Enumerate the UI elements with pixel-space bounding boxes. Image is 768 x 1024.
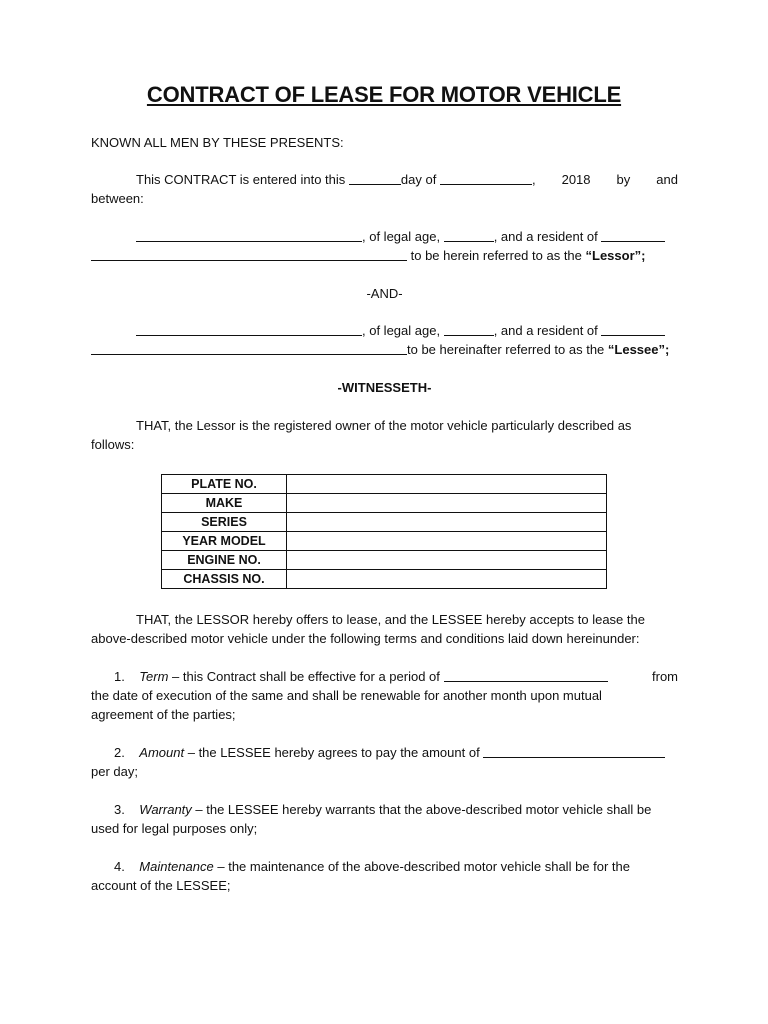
term-3-line-2: used for legal purposes only; bbox=[91, 821, 258, 836]
table-value[interactable] bbox=[287, 475, 607, 494]
lessee-resident: , and a resident of bbox=[493, 323, 598, 338]
table-row bbox=[162, 475, 607, 494]
lessor-name-blank[interactable] bbox=[136, 227, 362, 242]
term-heading: Amount bbox=[139, 745, 185, 760]
page-title: CONTRACT OF LEASE FOR MOTOR VEHICLE bbox=[146, 82, 622, 107]
lessee-role: “Lessee”; bbox=[607, 342, 670, 357]
term-4-line-1 bbox=[114, 857, 678, 876]
table-row bbox=[162, 532, 607, 551]
term-number: 2. bbox=[114, 745, 125, 760]
table-value[interactable] bbox=[287, 494, 607, 513]
term-2-line-1 bbox=[114, 743, 678, 762]
contract-by: by bbox=[616, 172, 631, 187]
term-text-end: from bbox=[652, 669, 678, 684]
lessor-residence-blank[interactable] bbox=[601, 227, 665, 242]
term-period-blank[interactable] bbox=[444, 667, 608, 682]
table-label: MAKE bbox=[162, 494, 287, 513]
witnesseth-heading: -WITNESSETH- bbox=[337, 380, 432, 395]
term-number: 3. bbox=[114, 802, 125, 817]
lessee-residence-blank[interactable] bbox=[601, 321, 665, 336]
intro-text: KNOWN ALL MEN BY THESE PRESENTS: bbox=[91, 135, 344, 150]
lessee-line-2 bbox=[91, 340, 678, 359]
amount-blank[interactable] bbox=[483, 743, 665, 758]
table-value[interactable] bbox=[287, 532, 607, 551]
term-2-line-2: per day; bbox=[91, 764, 138, 779]
month-blank[interactable] bbox=[440, 170, 532, 185]
table-row bbox=[162, 570, 607, 589]
lessee-address-blank[interactable] bbox=[91, 340, 407, 355]
contract-text-2: day of bbox=[400, 172, 437, 187]
lessee-referred: to be hereinafter referred to as the bbox=[407, 342, 608, 357]
table-row bbox=[162, 494, 607, 513]
term-1-line-2: the date of execution of the same and shall be renewable for another month upon mutual bbox=[91, 688, 602, 703]
lessee-name-blank[interactable] bbox=[136, 321, 362, 336]
table-label: SERIES bbox=[162, 513, 287, 532]
lessor-role: “Lessor”; bbox=[585, 248, 646, 263]
lessor-resident: , and a resident of bbox=[493, 229, 598, 244]
vehicle-intro-line-1: THAT, the Lessor is the registered owner of the motor vehicle particularly described as bbox=[136, 418, 632, 433]
term-1-line-3: agreement of the parties; bbox=[91, 707, 236, 722]
contract-and: and bbox=[656, 172, 678, 187]
term-number: 1. bbox=[114, 669, 125, 684]
lessor-age-blank[interactable] bbox=[444, 227, 494, 242]
table-value[interactable] bbox=[287, 513, 607, 532]
term-text: – the maintenance of the above-described motor vehicle shall be for the bbox=[213, 859, 630, 874]
table-label: PLATE NO. bbox=[162, 475, 287, 494]
term-4-line-2: account of the LESSEE; bbox=[91, 878, 231, 893]
lessor-referred: to be herein referred to as the bbox=[407, 248, 586, 263]
table-row bbox=[162, 513, 607, 532]
lessor-line-2 bbox=[91, 246, 678, 265]
vehicle-details-table bbox=[161, 474, 607, 589]
table-value[interactable] bbox=[287, 551, 607, 570]
contract-line bbox=[136, 170, 678, 189]
contract-text-1: This CONTRACT is entered into this bbox=[136, 172, 346, 187]
vehicle-intro-line-2: follows: bbox=[91, 437, 135, 452]
lessee-legal-age: , of legal age, bbox=[362, 323, 441, 338]
term-1-line-1 bbox=[114, 667, 678, 686]
lessee-line-1 bbox=[136, 321, 678, 340]
and-separator: -AND- bbox=[366, 286, 403, 301]
lessor-line-1 bbox=[136, 227, 678, 246]
contract-between: between: bbox=[91, 191, 144, 206]
contract-text-3: , bbox=[531, 172, 536, 187]
term-text: – this Contract shall be effective for a period of bbox=[168, 669, 440, 684]
day-blank[interactable] bbox=[349, 170, 401, 185]
term-number: 4. bbox=[114, 859, 125, 874]
offer-line-2: above-described motor vehicle under the following terms and conditions laid down hereinunder: bbox=[91, 631, 640, 646]
term-3-line-1 bbox=[114, 800, 678, 819]
contract-year: 2018 bbox=[561, 172, 591, 187]
term-heading: Term bbox=[139, 669, 169, 684]
table-row bbox=[162, 551, 607, 570]
term-heading: Warranty bbox=[139, 802, 192, 817]
offer-line-1: THAT, the LESSOR hereby offers to lease, and the LESSEE hereby accepts to lease the bbox=[136, 612, 645, 627]
lessee-age-blank[interactable] bbox=[444, 321, 494, 336]
table-label: YEAR MODEL bbox=[162, 532, 287, 551]
lessor-address-blank[interactable] bbox=[91, 246, 407, 261]
term-text: – the LESSEE hereby warrants that the above-described motor vehicle shall be bbox=[191, 802, 652, 817]
term-text: – the LESSEE hereby agrees to pay the amount of bbox=[184, 745, 480, 760]
lessor-legal-age: , of legal age, bbox=[362, 229, 441, 244]
table-label: ENGINE NO. bbox=[162, 551, 287, 570]
table-value[interactable] bbox=[287, 570, 607, 589]
term-heading: Maintenance bbox=[139, 859, 214, 874]
table-label: CHASSIS NO. bbox=[162, 570, 287, 589]
